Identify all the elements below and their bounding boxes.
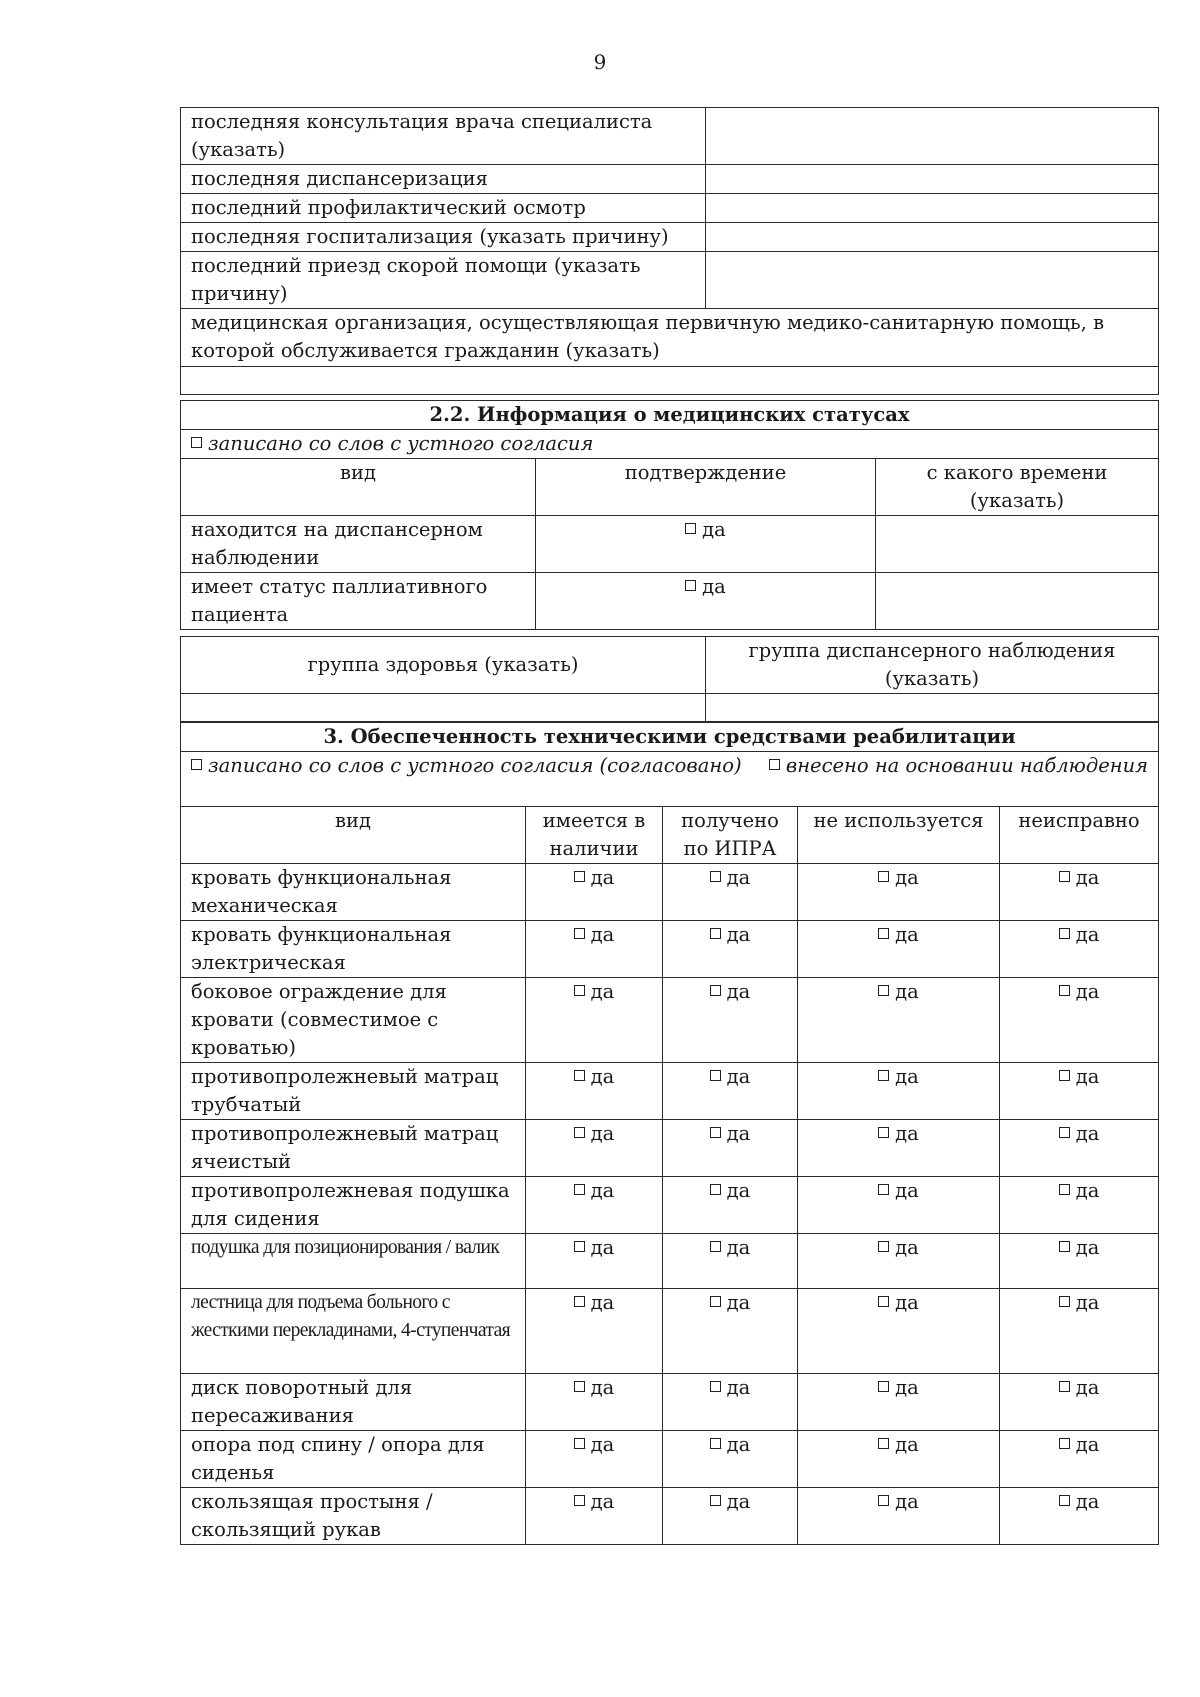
section-2-2-title: 2.2. Информация о медицинских статусах [181,401,1159,430]
check-label: да [726,1490,751,1513]
checkbox-icon[interactable] [1059,1070,1070,1081]
checkbox-icon[interactable] [1059,871,1070,882]
row-label: последний приезд скорой помощи (указать причину) [181,252,706,309]
check-label: да [895,1065,919,1088]
consent-label: записано со слов с устного согласия [208,432,594,455]
header-kind: вид [181,807,526,864]
check-received[interactable] [663,1374,798,1431]
check-available[interactable] [526,1431,663,1488]
check-broken[interactable] [1000,864,1159,921]
check-label: да [726,1236,751,1259]
row-value[interactable] [706,165,1159,194]
checkbox-icon[interactable] [878,1495,889,1506]
item-label: опора под спину / опора для сиденья [181,1431,526,1488]
check-label: да [1075,1065,1100,1088]
observation-label: внесено на основании наблюдения [785,754,1149,777]
check-label: да [1075,1236,1100,1259]
row-value[interactable] [706,108,1159,165]
checkbox-icon[interactable] [878,1296,889,1307]
checkbox-icon[interactable] [1059,985,1070,996]
item-label: противопролежневый матрац ячеистый [181,1120,526,1177]
row-label: последняя диспансеризация [181,165,706,194]
item-label: диск поворотный для пересаживания [181,1374,526,1431]
check-not-used[interactable] [798,1177,1000,1234]
checkbox-icon[interactable] [878,1070,889,1081]
check-label: да [590,1236,615,1259]
check-available[interactable] [526,1177,663,1234]
organization-label: медицинская организация, осуществляющая первичную медико-санитарную помощь, в которой обслуживается гражданин (указать) [181,309,1159,367]
check-broken[interactable] [1000,1289,1159,1374]
check-broken[interactable] [1000,1063,1159,1120]
check-label: да [590,1433,615,1456]
checkbox-icon[interactable] [1059,1495,1070,1506]
row-label: последний профилактический осмотр [181,194,706,223]
check-label: да [895,980,919,1003]
checkbox-icon[interactable] [574,1184,585,1195]
check-available[interactable] [526,1120,663,1177]
check-label: да [895,866,919,889]
check-label: да [895,1490,919,1513]
check-broken[interactable] [1000,1488,1159,1545]
check-label: да [726,866,751,889]
checkbox-icon[interactable] [574,1241,585,1252]
check-not-used[interactable] [798,1063,1000,1120]
check-not-used[interactable] [798,1289,1000,1374]
check-label: да [1075,1433,1100,1456]
check-label: да [590,1291,615,1314]
check-received[interactable] [663,1177,798,1234]
checkbox-icon[interactable] [878,1438,889,1449]
row-label: последняя консультация врача специалиста (указать) [181,108,706,165]
dispensary-group-label: группа диспансерного наблюдения (указать) [706,637,1159,694]
check-label: да [895,1179,919,1202]
check-label: да [702,575,726,598]
checkbox-icon[interactable] [1059,1438,1070,1449]
checkbox-icon[interactable] [1059,1296,1070,1307]
checkbox-icon[interactable] [191,759,202,770]
header-since: с какого времени (указать) [876,459,1159,516]
page-number: 9 [593,50,607,74]
check-available[interactable] [526,1289,663,1374]
check-label: да [590,866,615,889]
checkbox-icon[interactable] [685,523,696,534]
checkbox-icon[interactable] [710,928,721,939]
check-label: да [726,1291,751,1314]
check-label: да [726,1122,751,1145]
checkbox-icon[interactable] [1059,928,1070,939]
item-label: лестница для подъема больного с жесткими перекладинами, 4-ступенчатая [181,1289,526,1374]
checkbox-icon[interactable] [1059,1127,1070,1138]
check-available[interactable] [526,921,663,978]
check-label: да [1075,866,1100,889]
checkbox-icon[interactable] [574,1296,585,1307]
check-available[interactable] [526,978,663,1063]
check-received[interactable] [663,1234,798,1289]
checkbox-icon[interactable] [574,1495,585,1506]
check-label: да [1075,980,1100,1003]
status-check[interactable] [536,573,876,630]
check-label: да [726,1065,751,1088]
check-not-used[interactable] [798,1120,1000,1177]
dispensary-group-value[interactable] [706,694,1159,722]
check-label: да [726,1376,751,1399]
item-label: кровать функциональная механическая [181,864,526,921]
check-label: да [1075,1291,1100,1314]
check-label: да [726,980,751,1003]
check-available[interactable] [526,864,663,921]
checkbox-icon[interactable] [685,580,696,591]
consent-row [181,752,1159,807]
check-broken[interactable] [1000,1177,1159,1234]
checkbox-icon[interactable] [878,871,889,882]
checkbox-icon[interactable] [878,1381,889,1392]
header-not-used: не используется [798,807,1000,864]
header-broken: неисправно [1000,807,1159,864]
check-label: да [726,923,751,946]
checkbox-icon[interactable] [878,1127,889,1138]
medical-status-table [180,400,1159,630]
check-label: да [590,1376,615,1399]
check-not-used[interactable] [798,978,1000,1063]
check-label: да [726,1433,751,1456]
checkbox-icon[interactable] [769,759,780,770]
check-available[interactable] [526,1374,663,1431]
check-broken[interactable] [1000,1431,1159,1488]
check-label: да [895,1291,919,1314]
check-label: да [895,1433,919,1456]
checkbox-icon[interactable] [710,1296,721,1307]
checkbox-icon[interactable] [574,928,585,939]
checkbox-icon[interactable] [1059,1184,1070,1195]
check-label: да [702,518,726,541]
health-group-label: группа здоровья (указать) [181,637,706,694]
checkbox-icon[interactable] [574,871,585,882]
status-since-value[interactable] [876,516,1159,573]
row-label: последняя госпитализация (указать причину) [181,223,706,252]
header-confirmation: подтверждение [536,459,876,516]
header-kind: вид [181,459,536,516]
checkbox-icon[interactable] [710,1184,721,1195]
check-not-used[interactable] [798,864,1000,921]
section-3-title: 3. Обеспеченность техническими средствами реабилитации [181,723,1159,752]
checkbox-icon[interactable] [574,1070,585,1081]
organization-value[interactable] [181,367,1159,395]
check-available[interactable] [526,1063,663,1120]
check-received[interactable] [663,1431,798,1488]
check-label: да [590,1179,615,1202]
item-label: подушка для позиционирования / валик [181,1234,526,1289]
checkbox-icon[interactable] [878,1241,889,1252]
checkbox-icon[interactable] [574,1381,585,1392]
consent-label: записано со слов с устного согласия (согласовано) [208,754,742,777]
check-available[interactable] [526,1488,663,1545]
check-available[interactable] [526,1234,663,1289]
check-label: да [895,923,919,946]
checkbox-icon[interactable] [878,928,889,939]
checkbox-icon[interactable] [710,1438,721,1449]
status-since-value[interactable] [876,573,1159,630]
check-not-used[interactable] [798,921,1000,978]
check-label: да [1075,1179,1100,1202]
check-label: да [1075,1122,1100,1145]
item-label: противопролежневая подушка для сидения [181,1177,526,1234]
checkbox-icon[interactable] [878,985,889,996]
check-not-used[interactable] [798,1234,1000,1289]
status-check[interactable] [536,516,876,573]
row-value[interactable] [706,252,1159,309]
check-label: да [895,1376,919,1399]
check-received[interactable] [663,1488,798,1545]
checkbox-icon[interactable] [710,1495,721,1506]
header-received: получено по ИПРА [663,807,798,864]
check-label: да [1075,923,1100,946]
checkbox-icon[interactable] [878,1184,889,1195]
check-broken[interactable] [1000,978,1159,1063]
checkbox-icon[interactable] [710,1127,721,1138]
item-label: противопролежневый матрац трубчатый [181,1063,526,1120]
check-label: да [590,1065,615,1088]
check-label: да [590,1122,615,1145]
rehab-means-table [180,722,1159,1545]
checkbox-icon[interactable] [1059,1381,1070,1392]
checkbox-icon[interactable] [710,1241,721,1252]
health-group-value[interactable] [181,694,706,722]
consent-checkbox-row[interactable] [181,430,1159,459]
medical-history-table [180,107,1159,395]
check-label: да [1075,1490,1100,1513]
check-label: да [590,923,615,946]
status-label: находится на диспансерном наблюдении [181,516,536,573]
checkbox-icon[interactable] [574,1127,585,1138]
checkbox-icon[interactable] [574,985,585,996]
header-available: имеется в наличии [526,807,663,864]
item-label: кровать функциональная электрическая [181,921,526,978]
check-label: да [590,980,615,1003]
row-value[interactable] [706,223,1159,252]
check-label: да [895,1236,919,1259]
checkbox-icon[interactable] [574,1438,585,1449]
check-broken[interactable] [1000,921,1159,978]
checkbox-icon[interactable] [710,1381,721,1392]
checkbox-icon[interactable] [710,1070,721,1081]
check-received[interactable] [663,1120,798,1177]
check-received[interactable] [663,864,798,921]
status-label: имеет статус паллиативного пациента [181,573,536,630]
checkbox-icon[interactable] [1059,1241,1070,1252]
check-broken[interactable] [1000,1120,1159,1177]
row-value[interactable] [706,194,1159,223]
checkbox-icon[interactable] [710,985,721,996]
check-not-used[interactable] [798,1488,1000,1545]
observation-checkbox[interactable] [769,752,1148,780]
check-received[interactable] [663,1063,798,1120]
checkbox-icon[interactable] [191,437,202,448]
check-received[interactable] [663,978,798,1063]
check-label: да [726,1179,751,1202]
check-broken[interactable] [1000,1234,1159,1289]
check-label: да [895,1122,919,1145]
check-received[interactable] [663,1289,798,1374]
checkbox-icon[interactable] [710,871,721,882]
check-label: да [590,1490,615,1513]
item-label: скользящая простыня / скользящий рукав [181,1488,526,1545]
check-not-used[interactable] [798,1431,1000,1488]
check-not-used[interactable] [798,1374,1000,1431]
check-broken[interactable] [1000,1374,1159,1431]
health-group-table [180,636,1159,722]
check-received[interactable] [663,921,798,978]
item-label: боковое ограждение для кровати (совместимое с кроватью) [181,978,526,1063]
check-label: да [1075,1376,1100,1399]
